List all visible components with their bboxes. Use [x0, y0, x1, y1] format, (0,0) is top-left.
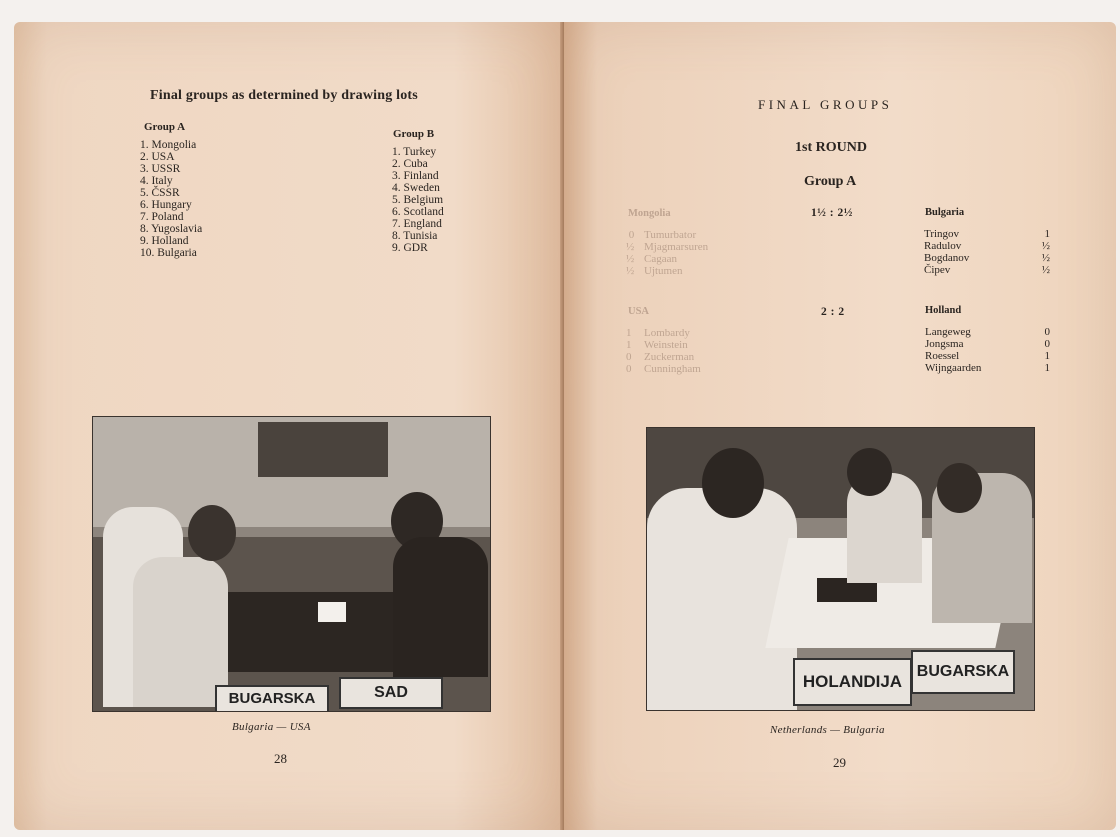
group-a-item: 6. Hungary: [140, 199, 192, 211]
match2-left-points: [626, 327, 632, 375]
photo-bulgaria-usa: [92, 416, 491, 712]
match1-right-point: 1: [1044, 228, 1050, 240]
group-b-list: [392, 146, 444, 254]
table-sign-right: SAD: [339, 677, 443, 709]
match2-right-player: Roessel: [925, 350, 960, 362]
match1-score: 1½ : 2½: [811, 207, 853, 219]
group-a-item: 10. Bulgaria: [140, 247, 197, 259]
group-title: Group A: [804, 174, 857, 189]
group-b-item: 8. Tunisia: [392, 230, 438, 242]
group-b-title: Group B: [393, 128, 435, 140]
table-sign-left-2: HOLANDIJA: [793, 658, 912, 706]
match2-right-player: Wijngaarden: [925, 362, 982, 374]
match1-left-point: ½: [626, 253, 635, 265]
left-page-heading: Final groups as determined by drawing lots: [150, 88, 418, 103]
match1-team-left: Mongolia: [628, 208, 671, 219]
match1-right-player: Radulov: [924, 240, 962, 252]
photo-netherlands-bulgaria: [646, 427, 1035, 711]
match2-score: 2 : 2: [821, 306, 845, 318]
match2-right-player: Langeweg: [925, 326, 971, 338]
match2-team-right: Holland: [925, 305, 962, 316]
page-number-right: 29: [833, 755, 846, 770]
match1-right-point: ½: [1041, 264, 1050, 276]
match1-left-player: Tumurbator: [644, 229, 697, 241]
match1-right-player: Bogdanov: [924, 252, 970, 264]
match2-right-point: 0: [1044, 338, 1050, 350]
match2-left-point: 1: [626, 327, 632, 339]
match1-left-points: [626, 229, 634, 277]
match1-left-point: ½: [626, 265, 635, 277]
match1-right-point: ½: [1041, 240, 1050, 252]
match2-left-point: 0: [626, 351, 632, 363]
group-a-list: [140, 139, 202, 259]
group-a-item: 7. Poland: [140, 211, 184, 223]
final-groups-title: FINAL GROUPS: [758, 97, 893, 112]
match1-right-points: [1036, 228, 1050, 276]
match1-right-point: ½: [1041, 252, 1050, 264]
match2-left-player: Zuckerman: [644, 351, 695, 363]
match2-team-left: USA: [628, 306, 650, 317]
match2-left-player: Weinstein: [644, 339, 688, 351]
group-a-title: Group A: [144, 121, 186, 133]
match2-right-players: [925, 326, 981, 374]
left-photo-caption: Bulgaria — USA: [232, 721, 311, 733]
group-b-item: 6. Scotland: [392, 206, 444, 218]
match1-left-players: [644, 229, 708, 277]
match1-right-player: Tringov: [924, 228, 960, 240]
table-sign-right-2: BUGARSKA: [911, 650, 1015, 694]
match2-left-player: Cunningham: [644, 363, 701, 375]
match2-right-player: Jongsma: [925, 338, 964, 350]
group-a-item: 2. USA: [140, 151, 175, 163]
match1-team-right: Bulgaria: [925, 207, 965, 218]
right-page: [564, 22, 1116, 830]
group-b-item: 1. Turkey: [392, 146, 437, 158]
match1-left-player: Cagaan: [644, 253, 677, 265]
group-a-item: 9. Holland: [140, 235, 189, 247]
group-a-item: 1. Mongolia: [140, 139, 197, 151]
group-b-item: 3. Finland: [392, 170, 439, 182]
match2-right-points: [1036, 326, 1050, 374]
table-sign-left: BUGARSKA: [215, 685, 329, 712]
group-b-item: 2. Cuba: [392, 158, 428, 170]
match2-left-players: [644, 327, 701, 375]
group-a-item: 8. Yugoslavia: [140, 223, 203, 235]
match2-left-point: 0: [626, 363, 632, 375]
open-book: [8, 22, 1116, 830]
match1-left-player: Ujtumen: [644, 265, 683, 277]
left-page: [14, 22, 564, 830]
match1-left-player: Mjagmarsuren: [644, 241, 709, 253]
group-a-item: 4. Italy: [140, 175, 173, 187]
group-a-item: 5. ČSSR: [140, 187, 180, 199]
page-number-left: 28: [274, 751, 287, 766]
match2-right-point: 1: [1044, 350, 1050, 362]
group-b-item: 5. Belgium: [392, 194, 444, 206]
match1-left-point: ½: [626, 241, 635, 253]
match2-left-player: Lombardy: [644, 327, 690, 339]
match1-left-point: 0: [628, 229, 635, 241]
group-b-item: 4. Sweden: [392, 182, 440, 194]
group-b-item: 7. England: [392, 218, 442, 230]
right-photo-caption: Netherlands — Bulgaria: [770, 724, 885, 736]
match1-right-player: Čipev: [924, 264, 951, 276]
match2-right-point: 0: [1044, 326, 1050, 338]
match2-right-point: 1: [1044, 362, 1050, 374]
match1-right-players: [924, 228, 969, 276]
group-a-item: 3. USSR: [140, 163, 181, 175]
match2-left-point: 1: [626, 339, 632, 351]
round-title: 1st ROUND: [795, 140, 867, 155]
group-b-item: 9. GDR: [392, 242, 428, 254]
